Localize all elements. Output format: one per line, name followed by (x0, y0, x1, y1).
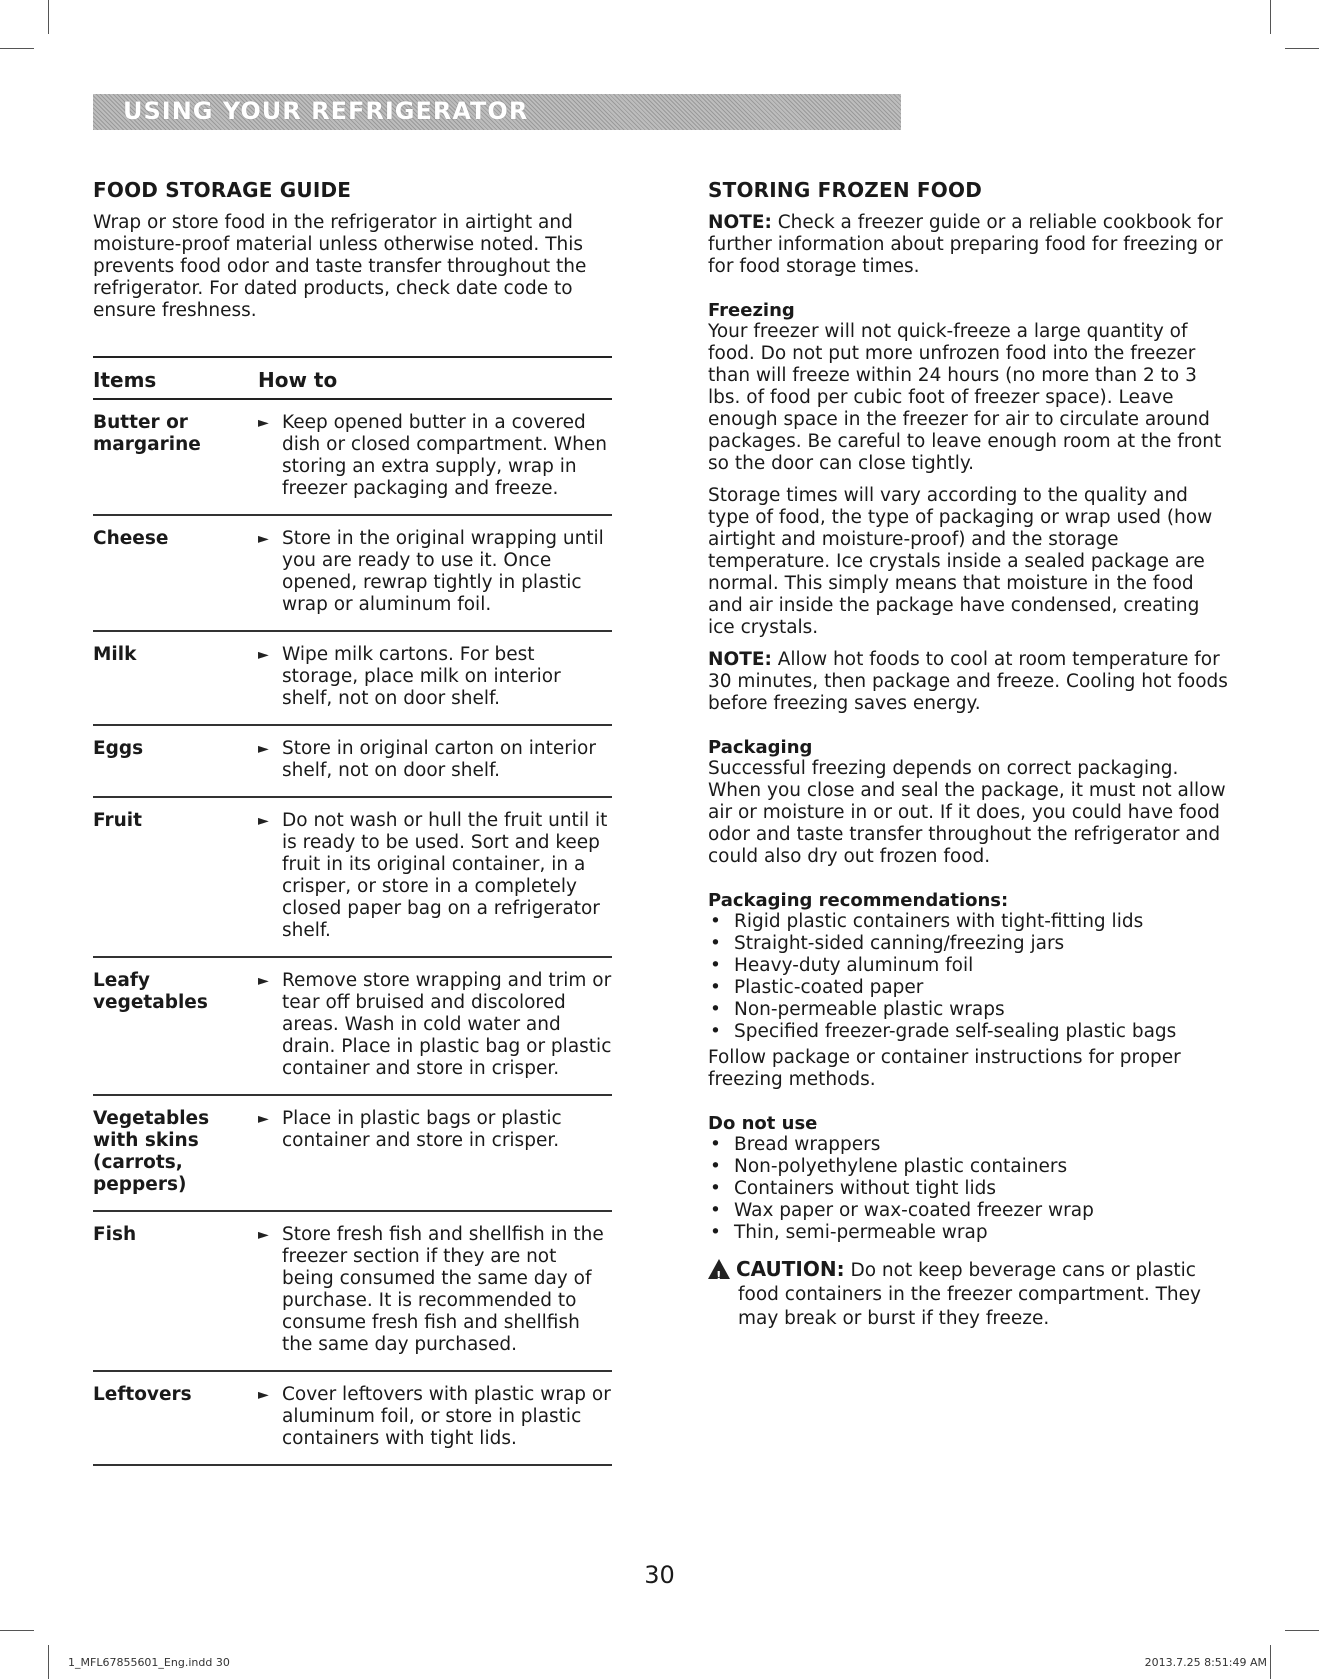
item-cell: Butter or margarine (93, 412, 201, 455)
do-not-use-heading: Do not use (708, 1113, 818, 1134)
table-row (93, 1211, 612, 1371)
table-row (93, 631, 612, 725)
items-column-header: Items (93, 368, 157, 392)
arrow-bullet-icon: ► (258, 741, 269, 757)
list-item: • Straight-sided canning/freezing jars (708, 933, 1228, 955)
crop-mark (48, 1645, 49, 1679)
freezing-paragraph: Your freezer will not quick-freeze a large quantity of food. Do not put more unfrozen food into the freezer than will freeze within 24 hours (no more than 2 to 3 lbs. of food per cubic foot of freezer space). Leave enough space in the freezer for air to circulate around packages. Be careful to leave enough room at the front so the door can close tightly. (708, 321, 1222, 474)
caution-label: CAUTION: (736, 1257, 845, 1281)
how-to-cell: ► Do not wash or hull the fruit until it is ready to be used. Sort and keep fruit in its original container, in a crisper, or store in a completely closed paper bag on a refrigerator shelf. (258, 810, 608, 941)
arrow-bullet-icon: ► (258, 647, 269, 663)
crop-mark (0, 48, 34, 49)
crop-mark (1285, 48, 1319, 49)
packaging-recommendations-heading: Packaging recommendations: (708, 890, 1009, 911)
table-row (93, 399, 612, 515)
table-row (93, 1095, 612, 1211)
item-cell: Eggs (93, 738, 144, 759)
page-number: 30 (644, 1561, 675, 1589)
table-row (93, 957, 612, 1095)
how-to-cell: ► Store in the original wrapping until you are ready to use it. Once opened, rewrap tightly in plastic wrap or aluminum foil. (258, 528, 604, 615)
item-cell: Milk (93, 644, 137, 665)
how-to-cell: ► Place in plastic bags or plastic container and store in crisper. (258, 1108, 562, 1151)
arrow-bullet-icon: ► (258, 415, 269, 431)
arrow-bullet-icon: ► (258, 973, 269, 989)
note-label: NOTE: (708, 649, 772, 670)
banner-title: USING YOUR REFRIGERATOR (123, 97, 529, 125)
list-item: • Non-permeable plastic wraps (708, 999, 1228, 1021)
crop-mark (1285, 1630, 1319, 1631)
arrow-bullet-icon: ► (258, 1387, 269, 1403)
item-cell: Fish (93, 1224, 137, 1245)
arrow-bullet-icon: ► (258, 1111, 269, 1127)
recommendations-list (708, 911, 1228, 1043)
note-text: Check a freezer guide or a reliable cookbook for further information about preparing food for freezing or for food storage times. (708, 212, 1223, 277)
storing-frozen-food-column (708, 178, 1228, 1331)
table-row (93, 515, 612, 631)
caution-text: Do not keep beverage cans or plastic food containers in the freezer compartment. They may break or burst if they freeze. (738, 1260, 1201, 1329)
crop-mark (1270, 1645, 1271, 1679)
item-cell: Vegetables with skins (carrots, peppers) (93, 1108, 210, 1195)
storage-times-paragraph: Storage times will vary according to the quality and type of food, the type of packaging or wrap used (how airtight and moisture-proof) and the storage temperature. Ice crystals inside a sealed package are normal. This simply means that moisture in the food and air inside the package have condensed, creating ice crystals. (708, 485, 1213, 638)
how-to-cell: ► Remove store wrapping and trim or tear off bruised and discolored areas. Wash in cold water and drain. Place in plastic bag or plastic container and store in crisper. (258, 970, 612, 1079)
note-paragraph (708, 649, 1228, 715)
arrow-bullet-icon: ► (258, 1227, 269, 1243)
do-not-use-list (708, 1134, 1228, 1244)
crop-mark (0, 1630, 34, 1631)
footer-timestamp: 2013.7.25 8:51:49 AM (1144, 1656, 1267, 1669)
table-row (93, 797, 612, 957)
list-item: • Non-polyethylene plastic containers (708, 1156, 1228, 1178)
list-item: • Rigid plastic containers with tight-fitting lids (708, 911, 1228, 933)
list-item: • Plastic-coated paper (708, 977, 1228, 999)
table-row (93, 1371, 612, 1465)
item-cell: Leftovers (93, 1384, 192, 1405)
do-not-use-section (708, 1113, 1228, 1244)
list-item: • Thin, semi-permeable wrap (708, 1222, 1228, 1244)
section-banner (93, 94, 901, 130)
arrow-bullet-icon: ► (258, 531, 269, 547)
warning-triangle-icon: ! (708, 1259, 730, 1279)
arrow-bullet-icon: ► (258, 813, 269, 829)
caution-notice (708, 1256, 1228, 1331)
freezing-heading: Freezing (708, 300, 795, 321)
item-cell: Cheese (93, 528, 169, 549)
table-header-row (93, 357, 612, 399)
food-storage-table (93, 356, 612, 1466)
item-cell: Leafy vegetables (93, 970, 208, 1013)
list-item: • Bread wrappers (708, 1134, 1228, 1156)
list-item: • Containers without tight lids (708, 1178, 1228, 1200)
list-item: • Wax paper or wax-coated freezer wrap (708, 1200, 1228, 1222)
packaging-recommendations-section (708, 890, 1228, 1091)
how-to-column-header: How to (258, 368, 338, 392)
follow-instructions-text: Follow package or container instructions for proper freezing methods. (708, 1047, 1181, 1090)
item-cell: Fruit (93, 810, 142, 831)
table-row (93, 725, 612, 797)
crop-mark (48, 0, 49, 34)
how-to-cell: ► Wipe milk cartons. For best storage, place milk on interior shelf, not on door shelf. (258, 644, 561, 709)
freezing-section (708, 300, 1228, 715)
how-to-cell: ► Store fresh fish and shellfish in the freezer section if they are not being consumed the same day of purchase. It is recommended to consume fresh fish and shellfish the same day purchased. (258, 1224, 604, 1355)
food-storage-guide-heading: FOOD STORAGE GUIDE (93, 178, 352, 202)
packaging-section (708, 737, 1228, 868)
how-to-cell: ► Keep opened butter in a covered dish or closed compartment. When storing an extra supply, wrap in freezer packaging and freeze. (258, 412, 607, 499)
note-text: Allow hot foods to cool at room temperature for 30 minutes, then package and freeze. Cooling hot foods before freezing saves energy. (708, 649, 1228, 714)
list-item: • Specified freezer-grade self-sealing plastic bags (708, 1021, 1228, 1043)
crop-mark (1270, 0, 1271, 34)
packaging-heading: Packaging (708, 737, 813, 758)
footer-file-name: 1_MFL67855601_Eng.indd 30 (68, 1656, 230, 1669)
note-paragraph (708, 212, 1228, 278)
how-to-cell: ► Store in original carton on interior shelf, not on door shelf. (258, 738, 596, 781)
list-item: • Heavy-duty aluminum foil (708, 955, 1228, 977)
food-storage-guide-column (93, 178, 613, 1466)
food-storage-intro: Wrap or store food in the refrigerator in airtight and moisture-proof material unless otherwise noted. This prevents food odor and taste transfer throughout the refrigerator. For dated products, check date code to ensure freshness. (93, 212, 587, 321)
packaging-paragraph: Successful freezing depends on correct packaging. When you close and seal the package, it must not allow air or moisture in or out. If it does, you could have food odor and taste transfer throughout the refrigerator and could also dry out frozen food. (708, 758, 1226, 867)
storing-frozen-food-heading: STORING FROZEN FOOD (708, 178, 983, 202)
how-to-cell: ► Cover leftovers with plastic wrap or aluminum foil, or store in plastic containers with tight lids. (258, 1384, 611, 1449)
note-label: NOTE: (708, 212, 772, 233)
